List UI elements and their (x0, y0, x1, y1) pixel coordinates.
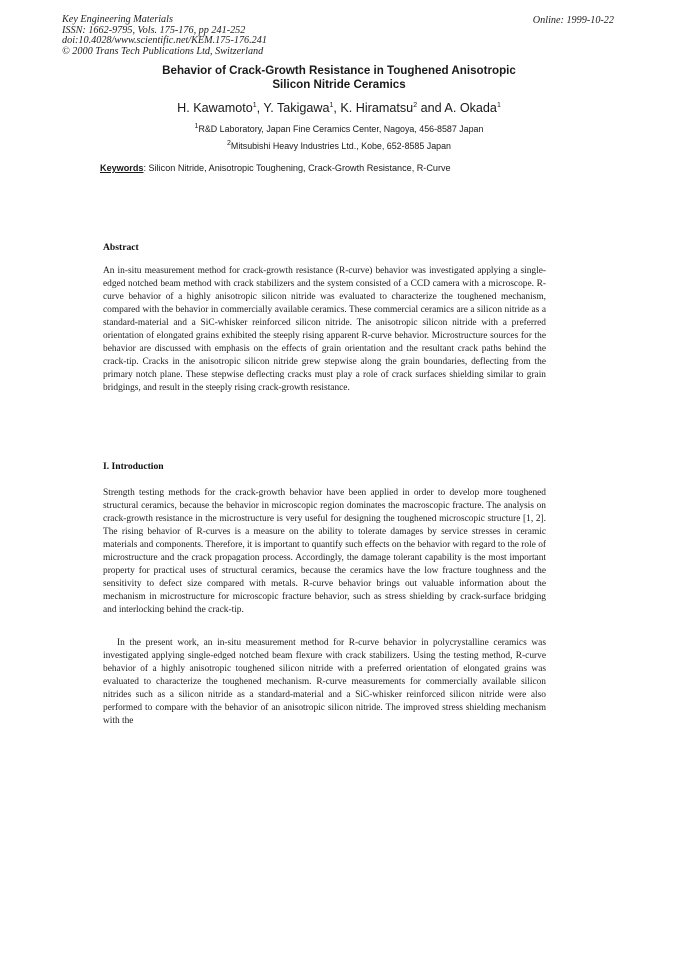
abstract-text: An in-situ measurement method for crack-growth resistance (R-curve) behavior was investigated applying a single-edged notched beam method with crack stabilizers and the system consisted of a CCD camera with a microscope. R-curve behavior of a highly anisotropic silicon nitride was evaluated to characterize the toughened mechanism, compared with the behavior in commercially available ceramics. These commercial ceramics are a silicon nitride as a standard-material and a SiC-whisker reinforced silicon nitride. The anisotropic silicon nitride with a preferred orientation of elongated grains exhibited the steeply rising apparent R-curve behavior. Microstructure sources for the behavior are discussed with emphasis on the effects of grain orientation and the resultant crack paths behind the crack-tip. Cracks in the anisotropic silicon nitride grew stepwise along the grain boundaries, deflecting from the primary notch plane. These stepwise deflecting cracks must play a role of crack surfaces shielding similar to grain bridgings, and result in the steeply rising crack-growth resistance. (103, 266, 546, 394)
affiliation-text: R&D Laboratory, Japan Fine Ceramics Center, Nagoya, 456-8587 Japan (198, 124, 484, 134)
paper-title (0, 64, 678, 91)
author-name: Y. Takigawa (263, 101, 330, 115)
introduction-paragraph-1: Strength testing methods for the crack-growth behavior have been applied in order to develop more toughened structural ceramics, because the behavior in microscopic region dominates the macroscopic fracture. The analysis on crack-growth resistance in the microstructure is very useful for designing the toughened microscopic structure [1, 2]. The rising behavior of R-curves is a measure on the ability to tolerate damages by service stresses in ceramic materials and components. Therefore, it is important to quantify such effects on the behavior with regard to the role of microstructure and the crack propagation process. Accordingly, the damage tolerant capability is the most important property for practical uses of structural ceramics, because the ceramics have the low fracture toughness and the sensitivity to defect size compared with metals. R-curve behavior brings out valuable information about the mechanism in microstructure for microscopic fracture behavior, such as stress shielding by crack-surface bridging and interlocking behind the crack-tip. (103, 488, 547, 616)
author-affiliation-mark: 1 (252, 101, 257, 109)
author-separator: , (256, 101, 264, 115)
author-affiliation-mark: 2 (413, 101, 418, 109)
copyright-line: © 2000 Trans Tech Publications Ltd, Switzerland (62, 45, 264, 57)
affiliation-number: 1 (194, 123, 199, 131)
doi-line[interactable]: doi:10.4028/www.scientific.net/KEM.175-176.241 (62, 35, 267, 47)
author-separator: and (417, 101, 445, 115)
introduction-heading: I. Introduction (103, 461, 164, 472)
keywords-line (100, 163, 451, 173)
affiliation-2 (0, 141, 678, 151)
author-name: A. Okada (444, 101, 497, 115)
author-name: K. Hiramatsu (340, 101, 414, 115)
author-separator: , (333, 101, 341, 115)
affiliation-text: Mitsubishi Heavy Industries Ltd., Kobe, 652-8585 Japan (230, 141, 451, 151)
author-name: H. Kawamoto (177, 101, 253, 115)
journal-name: Key Engineering Materials (62, 14, 173, 25)
issn-line: ISSN: 1662-9795, Vols. 175-176, pp 241-252 (62, 24, 246, 36)
title-line-1: Behavior of Crack-Growth Resistance in Toughened Anisotropic (162, 64, 516, 77)
affiliation-1 (0, 124, 678, 134)
introduction-paragraph-2: In the present work, an in-situ measurement method for R-curve behavior in polycrystalline ceramics was investigated applying single-edged notched beam flexure with crack stabilizers. Using the testing method, R-curve behavior of a highly anisotropic toughened silicon nitride with a preferred orientation of elongated grains was evaluated to characterize the toughened mechanism. R-curve measurements for commercially available silicon nitrides such as a silicon nitride as a standard-material and a SiC-whisker reinforced silicon nitride were also performed to compare with the behavior of an anisotropic silicon nitride. The improved stress shielding mechanism with the (103, 638, 546, 727)
title-line-2: Silicon Nitride Ceramics (272, 77, 406, 91)
abstract-heading: Abstract (103, 242, 139, 253)
author-list (0, 101, 678, 115)
journal-header (62, 15, 267, 57)
author-affiliation-mark: 1 (496, 101, 501, 109)
keywords-label: Keywords (100, 163, 144, 173)
author-affiliation-mark: 1 (329, 101, 334, 109)
affiliation-number: 2 (227, 140, 231, 148)
keywords-text: : Silicon Nitride, Anisotropic Toughening, Crack-Growth Resistance, R-Curve (143, 163, 451, 173)
online-date: Online: 1999-10-22 (532, 15, 614, 26)
